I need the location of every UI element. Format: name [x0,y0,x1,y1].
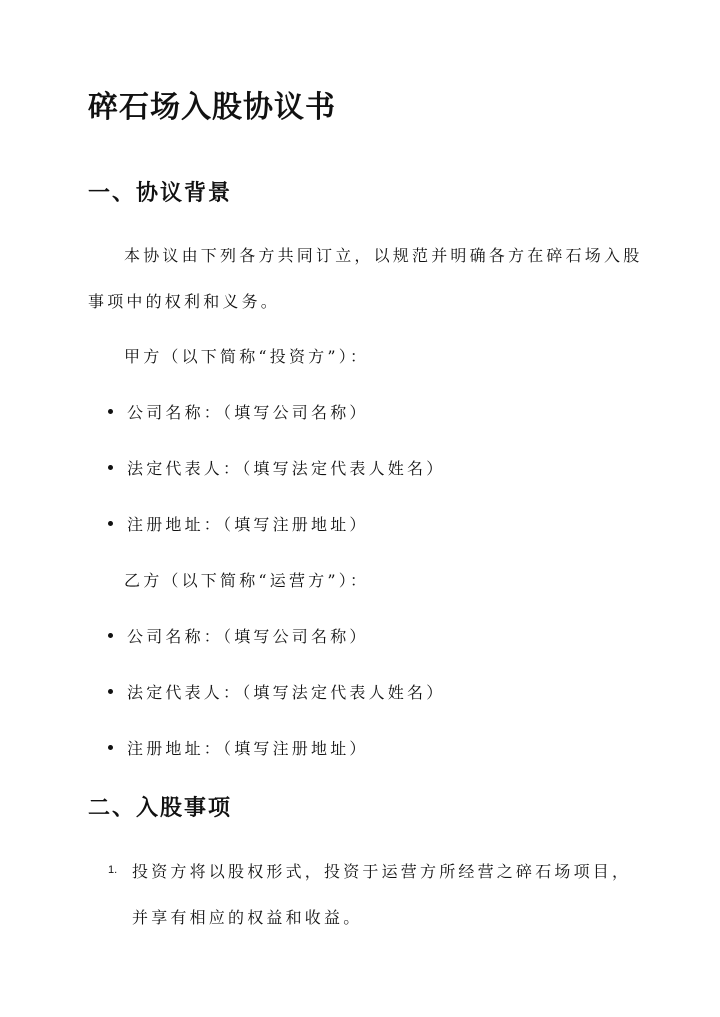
party-b-company-name: 公司名称：（填写公司名称） [127,627,369,646]
list-item [108,400,369,423]
bullet-icon [108,465,113,470]
section-heading-background: 一、协议背景 [88,180,233,206]
party-b-legal-representative: 法定代表人：（填写法定代表人姓名） [127,683,446,702]
numbered-item-line-1: 投资方将以股权形式，投资于运营方所经营之碎石场项目， [132,862,632,881]
bullet-icon [108,633,113,638]
numbered-item-line-2: 并享有相应的权益和收益。 [132,908,363,927]
party-a-registered-address: 注册地址：（填写注册地址） [127,515,369,534]
party-b-registered-address: 注册地址：（填写注册地址） [127,739,369,758]
bullet-icon [108,521,113,526]
party-a-legal-representative: 法定代表人：（填写法定代表人姓名） [127,459,446,478]
list-item [108,736,369,759]
list-item [108,624,369,647]
intro-paragraph-line-1: 本协议由下列各方共同订立，以规范并明确各方在碎石场入股 [124,246,643,265]
bullet-icon [108,689,113,694]
document-title: 碎石场入股协议书 [88,90,336,125]
bullet-icon [108,409,113,414]
party-a-label: 甲方（以下简称“投资方”）： [124,347,370,366]
bullet-icon [108,745,113,750]
list-item [108,680,445,703]
list-item [108,512,369,535]
party-a-company-name: 公司名称：（填写公司名称） [127,403,369,422]
section-heading-shareholding: 二、入股事项 [88,795,233,821]
numbered-list-marker: 1. [108,864,118,876]
intro-paragraph-line-2: 事项中的权利和义务。 [88,292,281,311]
list-item [108,456,445,479]
party-b-label: 乙方（以下简称“运营方”）： [124,571,370,590]
